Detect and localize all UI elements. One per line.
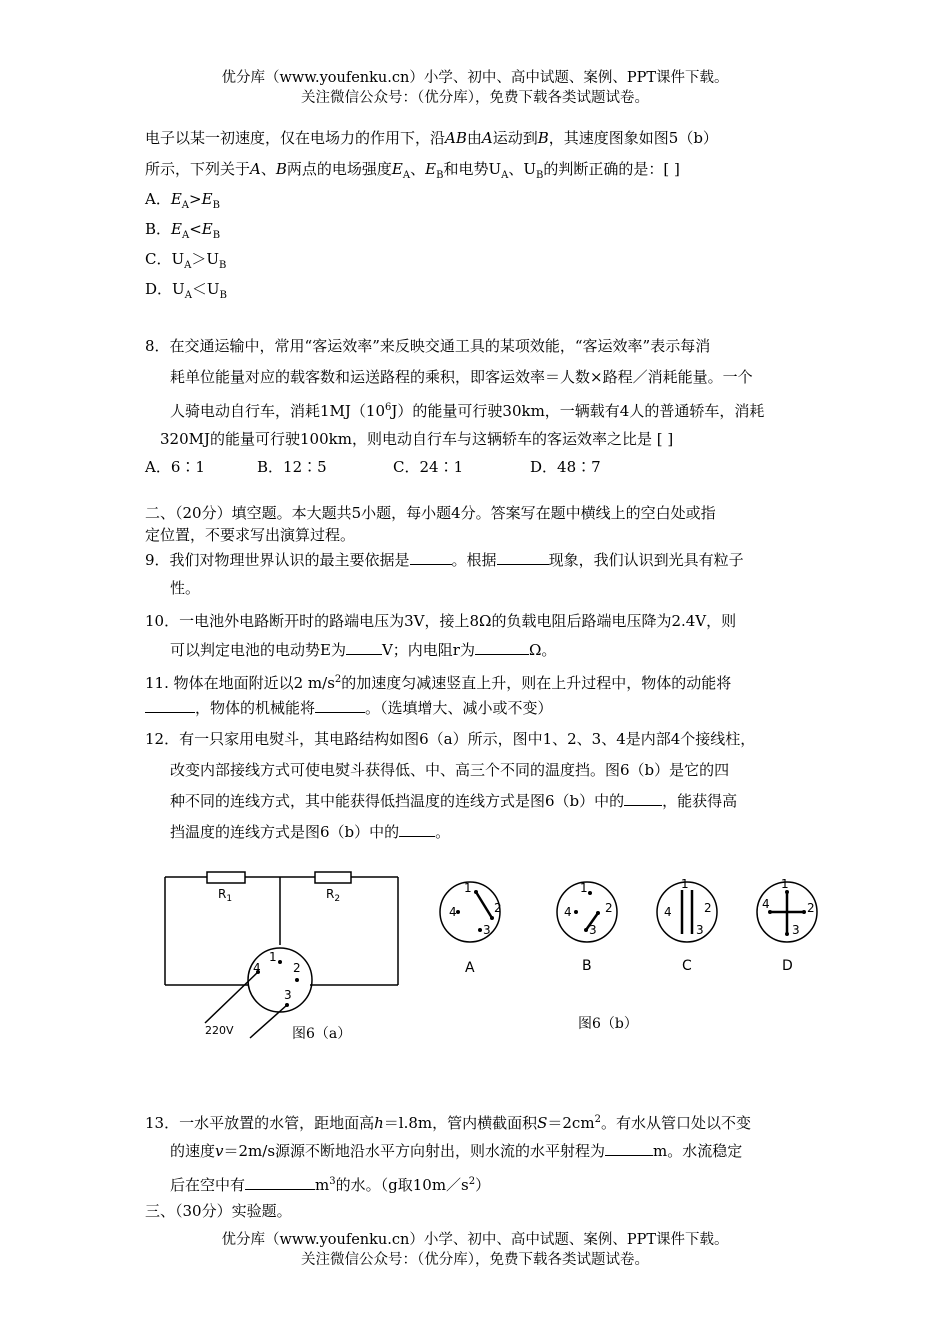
q8-option-b: B．12∶5 <box>257 458 327 476</box>
svg-text:3: 3 <box>696 923 704 937</box>
section-2-line-2: 定位置，不要求写出演算过程。 <box>145 526 356 544</box>
q8-option-c: C．24∶1 <box>393 458 464 476</box>
q13-line-2: 的速度v＝2m/s源源不断地沿水平方向射出，则水流的水平射程为 m。水流稳定 <box>170 1142 743 1160</box>
terminal-2-label: 2 <box>293 961 301 975</box>
diagram-c-label: C <box>682 958 692 974</box>
q9-line-2: 性。 <box>170 579 201 597</box>
q8-line-3: 人骑电动自行车，消耗$1MJ(10^6J)$的能量可行驶30km，一辆载有4人的普通轿车，消耗 <box>170 402 765 420</box>
q13-line-1: 13．一水平放置的水管，距地面高h＝l.8m，管内横截面积$S=2cm^2$。有水从管口处以不变 <box>145 1114 751 1132</box>
q8-option-d: D．48∶7 <box>530 458 601 476</box>
svg-text:1: 1 <box>781 877 789 891</box>
q7-option-d: D．$U_A<U_B$ <box>145 280 227 301</box>
svg-text:4: 4 <box>664 905 672 919</box>
q10-line-2: 可以判定电池的电动势E为 V；内电阻r为 Ω。 <box>170 641 557 659</box>
diagram-a-label: A <box>465 960 475 976</box>
svg-text:1: 1 <box>681 877 689 891</box>
header-line-1: 优分库（www.youfenku.cn）小学、初中、高中试题、案例、PPT课件下载。 <box>221 70 729 86</box>
svg-text:3: 3 <box>483 923 491 937</box>
svg-text:2: 2 <box>704 901 712 915</box>
svg-text:2: 2 <box>807 901 815 915</box>
section-3-heading: 三、（30分）实验题。 <box>145 1202 292 1220</box>
q11-line-1: 11. 物体在地面附近以2 $m/s^2$的加速度匀减速竖直上升，则在上升过程中，物体的动能将 <box>145 674 732 692</box>
svg-text:1: 1 <box>580 881 588 895</box>
terminal-block <box>248 948 312 1012</box>
q10-line-1: 10．一电池外电路断开时的路端电压为3V，接上8Ω的负载电阻后路端电压降为2.4V，则 <box>145 612 737 630</box>
diagram-a-link <box>476 892 492 918</box>
caption-fig6a: 图6（a） <box>292 1026 352 1042</box>
header-line-2: 关注微信公众号：（优分库），免费下载各类试题试卷。 <box>301 90 649 106</box>
svg-text:4: 4 <box>762 897 770 911</box>
section-2-line-1: 二、（20分）填空题。本大题共5小题，每小题4分。答案写在题中横线上的空白处或指 <box>145 504 716 522</box>
q8-line-1: 8．在交通运输中，常用“客运效率”来反映交通工具的某项效能，“客运效率”表示每消 <box>145 337 711 355</box>
q7-line-2: 所示，下列关于A、B两点的电场强度$E_A$、$E_B$和电势$U_A$、$U_B$的判断正确的是：[ ] <box>145 160 680 181</box>
q8-option-a: A．6∶1 <box>145 458 205 476</box>
terminal-1-label: 1 <box>269 950 277 964</box>
q7-line-1: 电子以某一初速度，仅在电场力的作用下，沿AB由A运动到B，其速度图象如图5（b） <box>145 129 718 147</box>
q11-line-2: ，物体的机械能将 。（选填增大、减小或不变） <box>145 698 553 718</box>
resistor-r1 <box>207 872 245 883</box>
q7-option-c: C．$U_A>U_B$ <box>145 250 227 271</box>
circuit-diagram-fig6a <box>150 860 420 1050</box>
connection-diagrams-fig6b <box>430 870 830 980</box>
q12-line-3: 种不同的连线方式，其中能获得低挡温度的连线方式是图6（b）中的 ，能获得高 <box>170 792 738 810</box>
svg-text:1: 1 <box>464 881 472 895</box>
svg-text:4: 4 <box>449 905 457 919</box>
q8-line-4: 320MJ的能量可行驶100km，则电动自行车与这辆轿车的客运效率之比是 [ ] <box>160 430 674 448</box>
q12-line-1: 12．有一只家用电熨斗，其电路结构如图6（a）所示，图中1、2、3、4是内部4个接线柱， <box>145 730 756 748</box>
q12-line-2: 改变内部接线方式可使电熨斗获得低、中、高三个不同的温度挡。图6（b）是它的四 <box>170 761 730 779</box>
q13-line-3: 后在空中有 $m^3$的水。（g取$10m/s^2$） <box>170 1176 491 1194</box>
label-r1: $R_1$ <box>218 887 233 904</box>
footer-line-2: 关注微信公众号：（优分库），免费下载各类试题试卷。 <box>301 1252 649 1268</box>
resistor-r2 <box>315 872 351 883</box>
voltage-label: 220V <box>205 1024 234 1037</box>
q8-line-2: 耗单位能量对应的载客数和运送路程的乘积，即客运效率＝人数×路程／消耗能量。一个 <box>170 368 753 386</box>
label-r2: $R_2$ <box>326 887 341 904</box>
svg-text:4: 4 <box>564 905 572 919</box>
diagram-b-label: B <box>582 958 592 974</box>
q12-line-4: 挡温度的连线方式是图6（b）中的 。 <box>170 823 451 841</box>
q7-option-b: B．$E_A<E_B$ <box>145 220 221 241</box>
svg-text:2: 2 <box>605 901 613 915</box>
svg-text:3: 3 <box>589 923 597 937</box>
caption-fig6b: 图6（b） <box>578 1016 638 1032</box>
diagram-d-label: D <box>782 958 793 974</box>
q7-option-a: A．$E_A>E_B$ <box>145 190 220 211</box>
terminal-4-label: 4 <box>253 961 261 975</box>
svg-text:3: 3 <box>792 923 800 937</box>
svg-text:2: 2 <box>494 901 502 915</box>
q9-line-1: 9．我们对物理世界认识的最主要依据是 。根据 现象，我们认识到光具有粒子 <box>145 551 744 569</box>
footer-line-1: 优分库（www.youfenku.cn）小学、初中、高中试题、案例、PPT课件下载。 <box>221 1232 729 1248</box>
terminal-3-label: 3 <box>284 988 292 1002</box>
